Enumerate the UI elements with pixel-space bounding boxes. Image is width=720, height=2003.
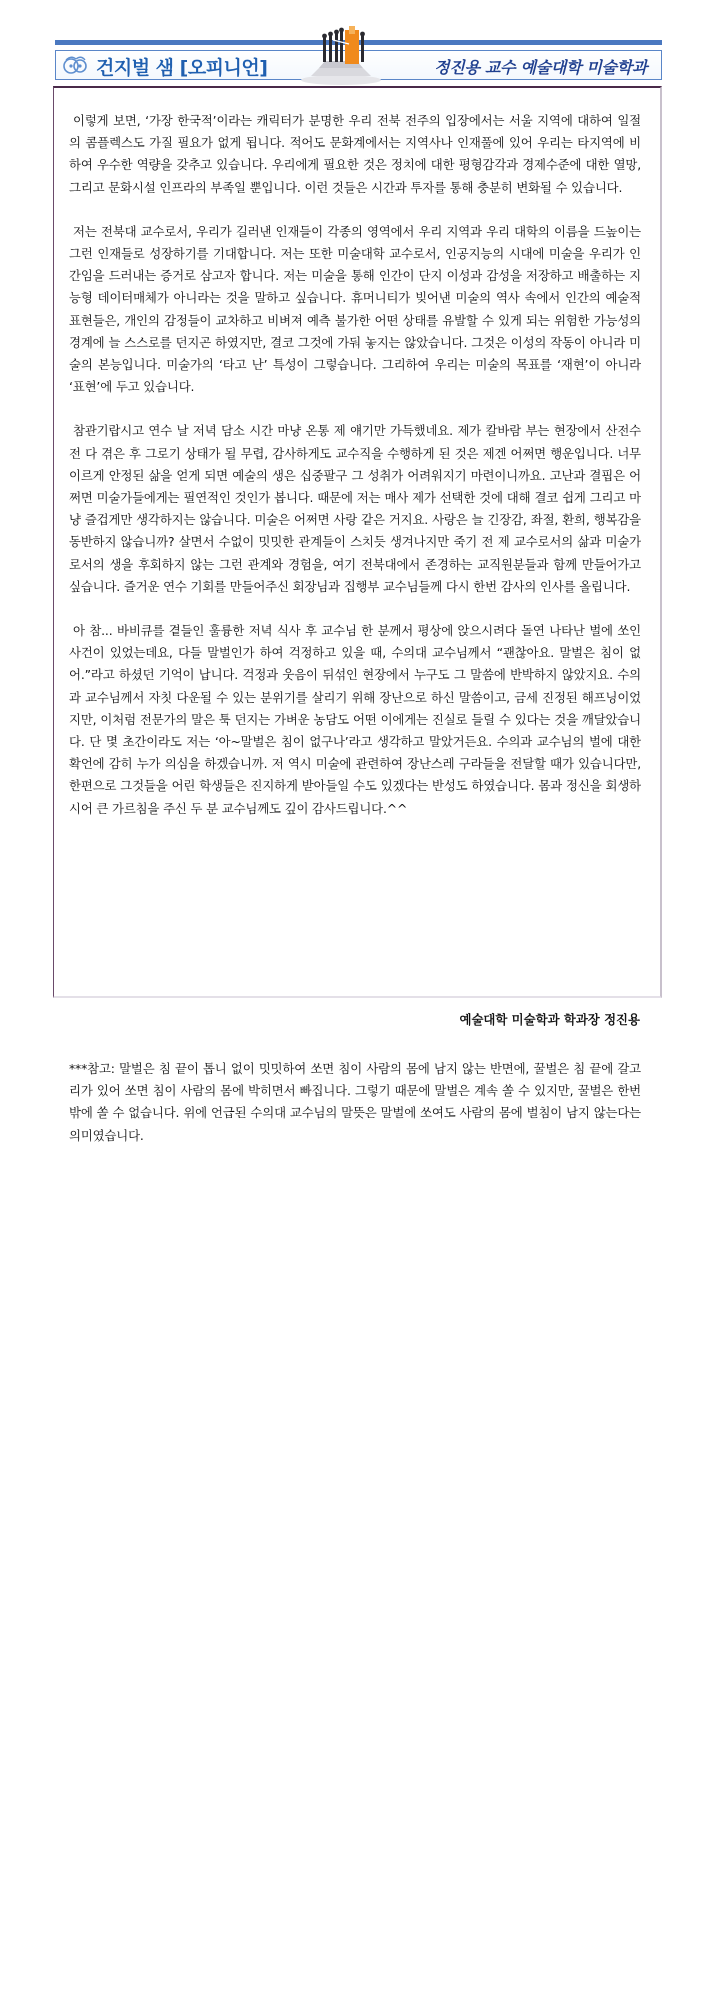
column-title: 건지벌 샘 [오피니언] [96,57,268,79]
article-paragraph: 참관기랍시고 연수 날 저녁 담소 시간 마냥 온통 제 얘기만 가득했네요. 제가 칼바람 부는 현장에서 산전수전 다 겪은 후 그로기 상태가 될 무렵, 감사하게도 교수직을 수행하게 된 것은 제겐 어쩌면 행운입니다. 너무 이르게 안정된 삶을 얻게 되면 예술의 생은 십중팔구 그 성취가 어려워지기 마련이니까요. 고난과 결핍은 어쩌면 미술가들에게는 필연적인 것인가 봅니다. 때문에 저는 매사 제가 선택한 것에 대해 결코 쉽게 그리고 마냥 즐겁게만 생각하지는 않습니다. 미술은 어쩌면 사랑 같은 거지요. 사랑은 늘 긴장감, 좌절, 환희, 행복감을 동반하지 않습니까? 살면서 수없이 밋밋한 관계들이 스치듯 생겨나지만 죽기 전 제 교수로서의 삶과 미술가로서의 생을 후회하지 않는 그런 관계와 경험을, 여기 전북대에서 존경하는 교직원분들과 함께 만들어가고 싶습니다. 즐거운 연수 기회를 만들어주신 회장님과 집행부 교수님들께 다시 한번 감사의 인사를 올립니다. [69,423,641,594]
author-title: 정진용 교수 예술대학 미술학과 [434,58,647,77]
podium-figures-illustration [293,24,389,86]
article-footnote: ***참고: 말벌은 침 끝이 톱니 없이 밋밋하여 쏘면 침이 사람의 몸에 남지 않는 반면에, 꿀벌은 침 끝에 갈고리가 있어 쏘면 침이 사람의 몸에 박히면서 빠집니다. 그렇기 때문에 말벌은 계속 쏠 수 있지만, 꿀벌은 한번 밖에 쏠 수 없습니다. 위에 언급된 수의대 교수님의 말뜻은 말벌에 쏘여도 사람의 몸에 벌침이 남지 않는다는 의미였습니다. [69,1061,641,1143]
article-paragraph: 아 참... 바비큐를 곁들인 훌륭한 저녁 식사 후 교수님 한 분께서 평상에 앉으시려다 돌연 나타난 벌에 쏘인 사건이 있었는데요, 다들 말벌인가 하여 걱정하고 있을 때, 수의대 교수님께서 “괜찮아요. 말벌은 침이 없어.”라고 하셨던 기억이 납니다. 걱정과 웃음이 뒤섞인 현장에서 누구도 그 말씀에 반박하지 않았지요. 수의과 교수님께서 자칫 다운될 수 있는 분위기를 살리기 위해 장난으로 하신 말씀이고, 금세 진정된 해프닝이었지만, 이처럼 전문가의 말은 툭 던지는 가벼운 농담도 어떤 이에게는 진실로 들릴 수 있다는 것을 깨달았습니다. 단 몇 초간이라도 저는 ‘아~말벌은 침이 없구나’라고 생각하고 말았거든요. 수의과 교수님의 벌에 대한 확언에 감히 누가 의심을 하겠습니까. 저 역시 미술에 관련하여 장난스레 구라들을 전달할 때가 있습니다만, 한편으로 그것들을 어린 학생들은 진지하게 받아들일 수도 있겠다는 반성도 하였습니다. 몸과 정신을 회생하시어 큰 가르침을 주신 두 분 교수님께도 깊이 감사드립니다.^^ [69,623,641,816]
article-paragraph: 이렇게 보면, ‘가장 한국적’이라는 캐릭터가 분명한 우리 전북 전주의 입장에서는 서울 지역에 대하여 일절의 콤플렉스도 가질 필요가 없게 됩니다. 적어도 문화계에서는 지역사나 인재풀에 있어 우리는 타지역에 비하여 우수한 역량을 갖추고 있습니다. 우리에게 필요한 것은 정치에 대한 평형감각과 경제수준에 대한 열망, 그리고 문화시설 인프라의 부족일 뿐입니다. 이런 것들은 시간과 투자를 통해 충분히 변화될 수 있습니다. [69,113,641,195]
bird-logo-icon [62,54,88,76]
article-body [69,110,641,842]
author-signature: 예술대학 미술학과 학과장 정진용 [459,1012,640,1027]
article-paragraph: 저는 전북대 교수로서, 우리가 길러낸 인재들이 각종의 영역에서 우리 지역과 우리 대학의 이름을 드높이는 그런 인재들로 성장하기를 기대합니다. 저는 또한 미술대학 교수로서, 인공지능의 시대에 미술을 우리가 인간임을 드러내는 증거로 삼고자 합니다. 저는 미술을 통해 인간이 단지 이성과 감성을 저장하고 배출하는 지능형 데이터매체가 아니라는 것을 말하고 싶습니다. 휴머니티가 빚어낸 미술의 역사 속에서 인간의 예술적 표현들은, 개인의 감정들이 교차하고 비벼져 예측 불가한 어떤 상태를 유발할 수 있게 되는 위험한 가능성의 경계에 늘 스스로를 던지곤 하였지만, 결코 그것에 가둬 놓지는 않았습니다. 그것은 이성의 작동이 아니라 미술의 본능입니다. 미술가의 ‘타고 난’ 특성이 그렇습니다. 그리하여 우리는 미술의 목표를 ‘재현’이 아니라 ‘표현’에 두고 있습니다. [69,223,641,395]
column-header-banner [55,50,662,80]
